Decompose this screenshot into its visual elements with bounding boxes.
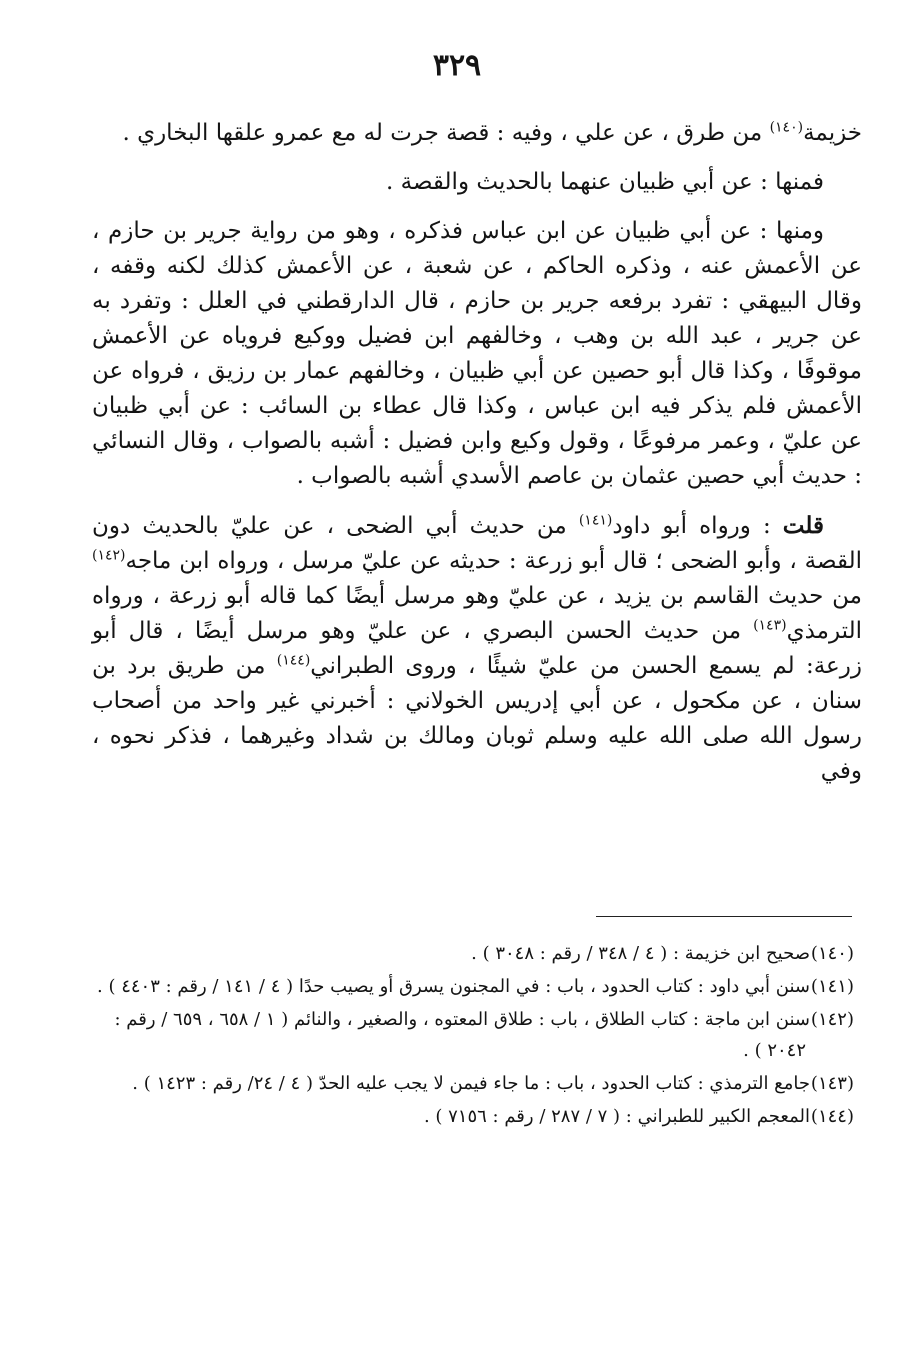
page-number: ٣٢٩ [432, 48, 482, 83]
footnote-marker: (١٤٤) [276, 652, 311, 669]
text-run: من طريق برد بن سنان ، عن مكحول ، عن أبي إدريس الخولاني : أخبرني غير واحد من أصحاب رسول الله صلى الله عليه وسلم ثوبان ومالك بن شداد وغيرهما ، فذكر نحوه ، وفي [92, 653, 862, 784]
footnote-marker: (١٤٠) [769, 119, 804, 136]
footnote-142 [92, 1004, 854, 1066]
text-run: من حديث القاسم بن يزيد ، عن عليّ وهو مرسل أيضًا كما قاله أبو زرعة ، ورواه الترمذي [92, 583, 862, 644]
footnote-text: جامع الترمذي : كتاب الحدود ، باب : ما جاء فيمن لا يجب عليه الحدّ ( ٤ / ٢٤/ رقم : ١٤٢٣ ) . [132, 1073, 810, 1094]
paragraph-3 [92, 214, 862, 494]
footnote-144 [92, 1101, 854, 1132]
text-run: خزيمة [803, 120, 862, 146]
footnotes [92, 938, 854, 1134]
footnote-marker: (١٤١) [578, 512, 613, 529]
footnote-number: (١٤٣) [810, 1073, 854, 1094]
footnote-143 [92, 1068, 854, 1099]
footnote-text: صحيح ابن خزيمة : ( ٤ / ٣٤٨ / رقم : ٣٠٤٨ ) . [471, 943, 810, 964]
footnote-text: سنن أبي داود : كتاب الحدود ، باب : في المجنون يسرق أو يصيب حدًا ( ٤ / ١٤١ / رقم : ٤٤٠٣ ) . [97, 976, 810, 997]
lead-word: قلت [782, 512, 824, 539]
footnote-140 [92, 938, 854, 969]
paragraph-2 [92, 165, 862, 200]
footnote-number: (١٤٢) [810, 1009, 854, 1030]
paragraph-1 [92, 116, 862, 151]
text-run: من حديث الحسن البصري ، عن عليّ وهو مرسل أيضًا ، قال أبو زرعة: لم يسمع الحسن من عليّ شيئًا ، وروى الطبراني [92, 618, 862, 679]
footnote-marker: (١٤٣) [753, 617, 787, 634]
main-text [92, 116, 862, 803]
text-run: من حديث أبي الضحى ، عن عليّ بالحديث دون القصة ، وأبو الضحى ؛ قال أبو زرعة : حديثه عن عليّ مرسل ، ورواه ابن ماجه [92, 513, 862, 574]
text-run: من طرق ، عن علي ، وفيه : قصة جرت له مع عمرو علقها البخاري . [122, 120, 770, 146]
paragraph-4 [92, 508, 862, 789]
footnote-marker: (١٤٢) [92, 547, 126, 564]
footnote-separator [596, 916, 852, 917]
footnote-number: (١٤٠) [810, 943, 854, 964]
text-run: فمنها : عن أبي ظبيان عنهما بالحديث والقصة . [386, 169, 824, 195]
footnote-number: (١٤٤) [810, 1106, 854, 1127]
footnote-number: (١٤١) [810, 976, 854, 997]
text-run: ومنها : عن أبي ظبيان عن ابن عباس فذكره ، وهو من رواية جرير بن حازم ، عن الأعمش عنه ، وذكره الحاكم ، عن شعبة ، عن الأعمش كذلك لكنه وقفه ، وقال البيهقي : تفرد برفعه جرير بن حازم ، قال الدارقطني في العلل : وتفرد به عن جرير ، عبد الله بن وهب ، وخالفهم ابن فضيل ووكيع فروياه عن الأعمش موقوفًا ، وكذا قال أبو حصين عن أبي ظبيان ، وخالفهم عمار بن رزيق ، فرواه عن الأعمش فلم يذكر فيه ابن عباس ، وكذا قال عطاء بن السائب : عن أبي ظبيان عن عليّ ، وعمر مرفوعًا ، وقول وكيع وابن فضيل : أشبه بالصواب ، وقال النسائي : حديث أبي حصين عثمان بن عاصم الأسدي أشبه بالصواب . [92, 218, 862, 489]
footnote-text: سنن ابن ماجة : كتاب الطلاق ، باب : طلاق المعتوه ، والصغير ، والنائم ( ١ / ٦٥٨ ، ٦٥٩ / رقم : ٢٠٤٢ ) . [114, 1009, 810, 1061]
footnote-141 [92, 971, 854, 1002]
text-run: : ورواه أبو داود [612, 513, 783, 539]
footnote-text: المعجم الكبير للطبراني : ( ٧ / ٢٨٧ / رقم : ٧١٥٦ ) . [423, 1106, 810, 1127]
